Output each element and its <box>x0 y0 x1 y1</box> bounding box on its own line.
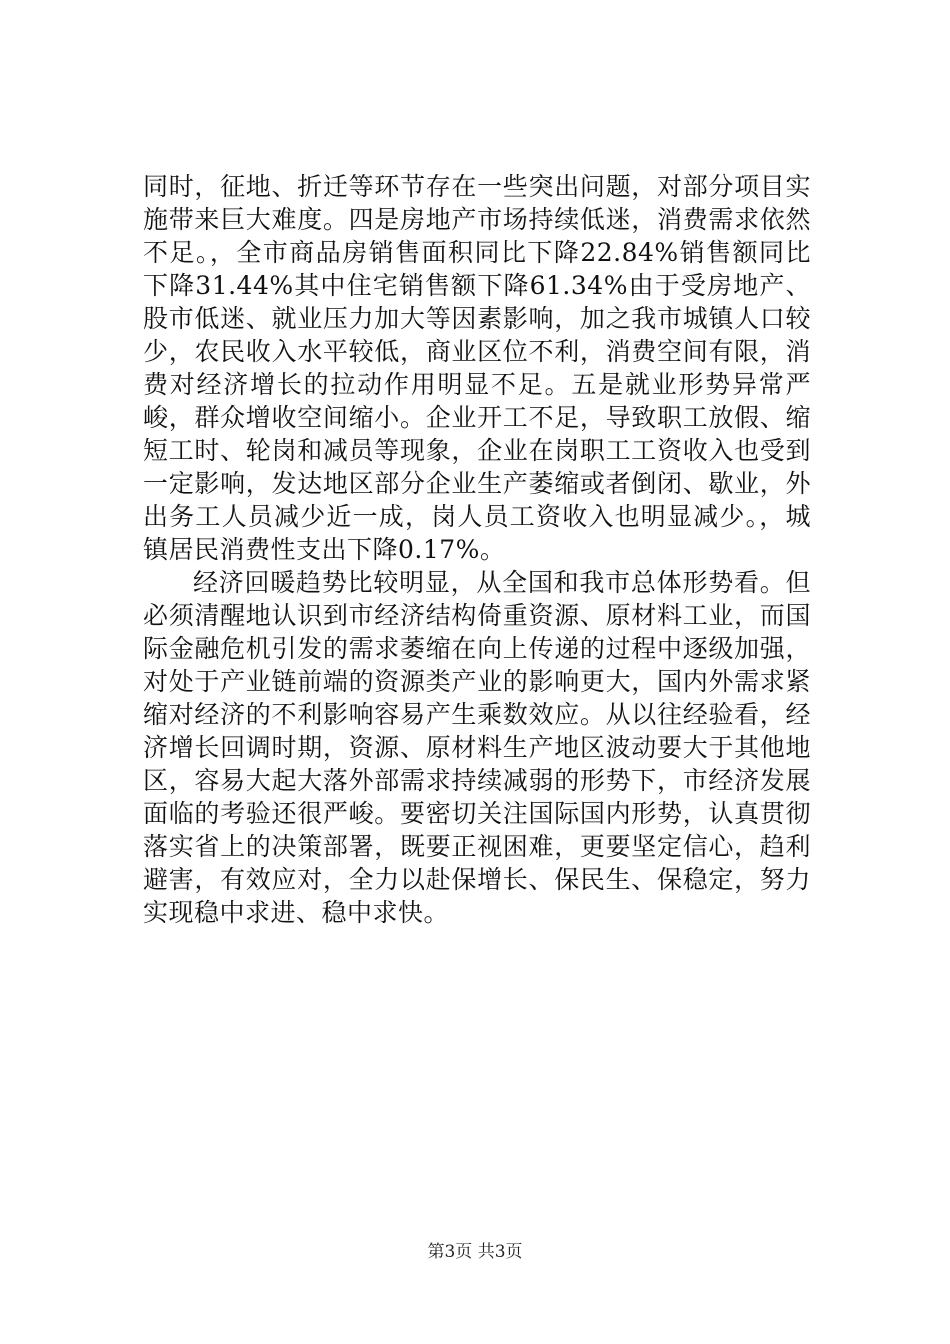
page-number: 第3页 共3页 <box>427 1242 523 1262</box>
paragraph-economic-outlook: 经济回暖趋势比较明显，从全国和我市总体形势看。但必须清醒地认识到市经济结构倚重资源、原材料工业，而国际金融危机引发的需求萎缩在向上传递的过程中逐级加强，对处于产业链前端的资源类产业的影响更大，国内外需求紧缩对经济的不利影响容易产生乘数效应。从以往经验看，经济增长回调时期，资源、原材料生产地区波动要大于其他地区，容易大起大落外部需求持续减弱的形势下，市经济发展面临的考验还很严峻。要密切关注国际国内形势，认真贯彻落实省上的决策部署，既要正视困难，更要坚定信心，趋利避害，有效应对，全力以赴保增长、保民生、保稳定，努力实现稳中求进、稳中求快。 <box>143 568 811 927</box>
paragraph-continuation: 同时，征地、折迁等环节存在一些突出问题，对部分项目实施带来巨大难度。四是房地产市场持续低迷，消费需求依然不足。，全市商品房销售面积同比下降22.84%销售额同比下降31.44%其中住宅销售额下降61.34%由于受房地产、股市低迷、就业压力加大等因素影响，加之我市城镇人口较少，农民收入水平较低，商业区位不利，消费空间有限，消费对经济增长的拉动作用明显不足。五是就业形势异常严峻，群众增收空间缩小。企业开工不足，导致职工放假、缩短工时、轮岗和减员等现象，企业在岗职工工资收入也受到一定影响，发达地区部分企业生产萎缩或者倒闭、歇业，外出务工人员减少近一成，岗人员工资收入也明显减少。，城镇居民消费性支出下降0.17%。 <box>143 172 811 564</box>
document-body <box>143 170 811 929</box>
page-footer <box>0 1241 950 1263</box>
